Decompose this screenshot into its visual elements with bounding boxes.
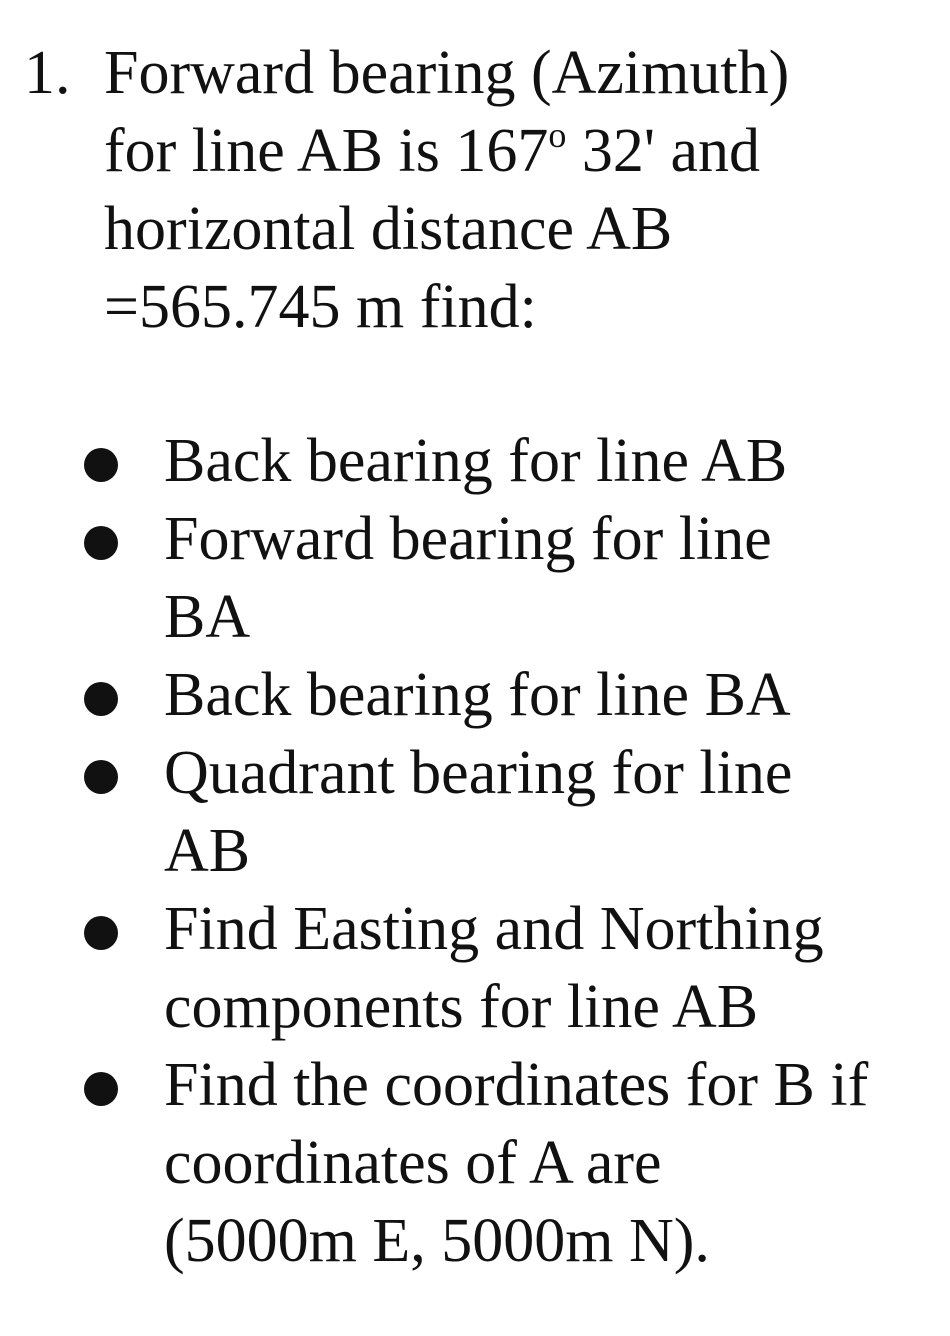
list-item-text	[164, 500, 924, 656]
bullet-icon	[84, 682, 118, 716]
list-item	[0, 656, 950, 734]
list-item-line: Quadrant bearing for line	[164, 739, 793, 807]
degree-superscript: o	[548, 115, 567, 155]
bullet-icon	[84, 760, 118, 794]
question-line: horizontal distance AB	[104, 195, 673, 263]
bullet-icon	[84, 526, 118, 560]
question-number: 1.	[24, 39, 71, 107]
list-item-text	[164, 734, 924, 890]
list-item-line: Find the coordinates for B if	[164, 1051, 869, 1119]
list-item-text	[164, 656, 924, 734]
list-item-line: components for line AB	[164, 973, 759, 1041]
list-item	[0, 500, 950, 656]
list-item-line: Back bearing for line AB	[164, 427, 788, 495]
list-item-text	[164, 422, 924, 500]
list-item	[0, 890, 950, 1046]
list-item	[0, 422, 950, 500]
question-line: =565.745 m find:	[104, 273, 537, 341]
question-line-part: for line AB is 167	[104, 117, 549, 185]
question-line: Forward bearing (Azimuth)	[104, 39, 790, 107]
question-line-part: 32' and	[566, 117, 761, 185]
list-item-line: Forward bearing for line	[164, 505, 772, 573]
list-item-line: Find Easting and Northing	[164, 895, 824, 963]
list-item-line: coordinates of A are	[164, 1129, 662, 1197]
question-line	[104, 112, 904, 190]
list-item-text	[164, 1046, 924, 1280]
list-item	[0, 734, 950, 890]
list-item-line: BA	[164, 583, 251, 651]
sub-question-list	[0, 422, 950, 1280]
bullet-icon	[84, 1072, 118, 1106]
list-item-line: Back bearing for line BA	[164, 661, 791, 729]
bullet-icon	[84, 916, 118, 950]
list-item-text	[164, 890, 924, 1046]
bullet-icon	[84, 448, 118, 482]
question-text	[104, 34, 904, 346]
list-item	[0, 1046, 950, 1280]
list-item-line: (5000m E, 5000m N).	[164, 1207, 710, 1275]
list-item-line: AB	[164, 817, 251, 885]
